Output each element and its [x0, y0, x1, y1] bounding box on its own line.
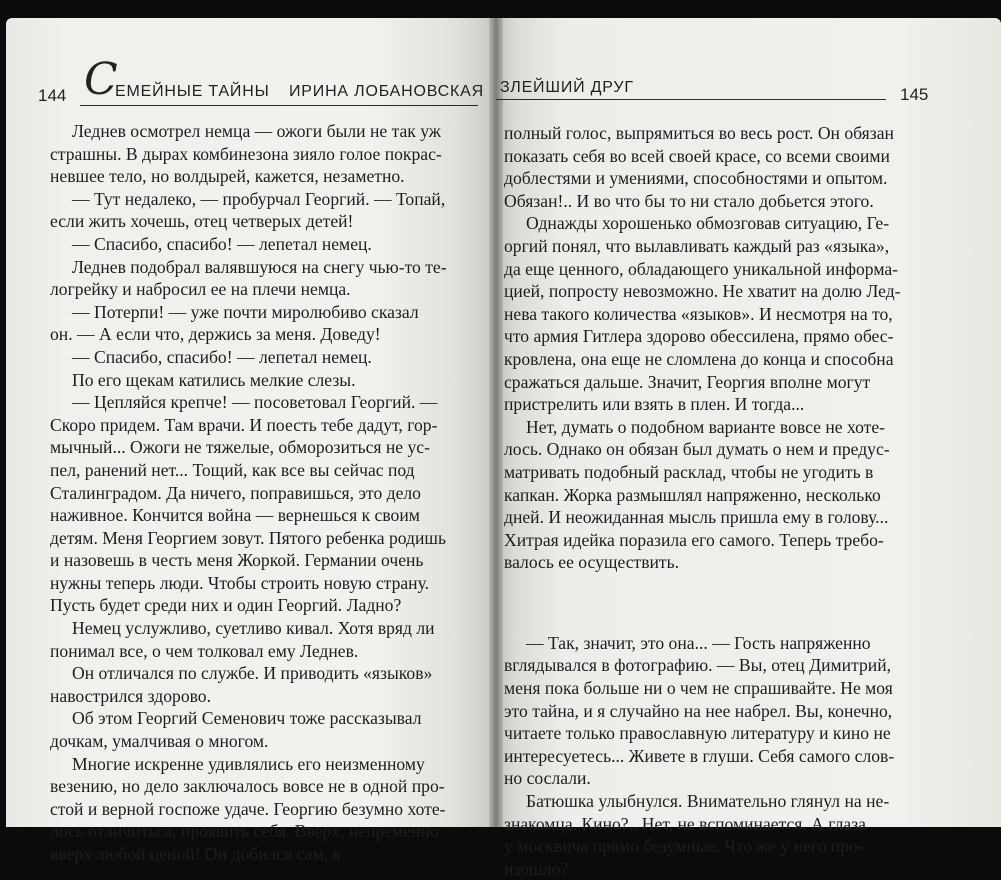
text-line: — Цепляйся крепче! — посоветовал Георгий. —	[72, 392, 438, 413]
text-line: логрейку и набросил ее на плечи немца.	[50, 279, 351, 300]
text-line: дней. И неожиданная мысль пришла ему в голову...	[504, 507, 889, 528]
text-line: навострился здорово.	[50, 685, 212, 706]
text-line: что армия Гитлера здорово обессилена, прямо обес-	[504, 326, 894, 347]
text-line: — Спасибо, спасибо! — лепетал немец.	[72, 346, 372, 367]
text-line: Обязан!.. И во что бы то ни стало добьется этого.	[504, 190, 874, 211]
text-line: читаете только православную литературу и кино не	[504, 723, 891, 744]
left-header-rule	[80, 105, 478, 106]
text-line: если жить хочешь, отец четверых детей!	[50, 211, 354, 232]
text-line: Об этом Георгий Семенович тоже рассказывал	[72, 708, 422, 729]
text-line: вглядывался в фотографию. — Вы, отец Димитрий,	[504, 655, 892, 676]
text-line: детям. Меня Георгием зовут. Пятого ребенка родишь	[50, 527, 446, 548]
text-line: дочкам, умалчивая о многом.	[50, 731, 269, 752]
chapter-title: ЗЛЕЙШИЙ ДРУГ	[500, 79, 634, 96]
text-line: наживное. Кончится война — вернешься к своим	[50, 505, 420, 526]
text-line: показать себя во всей своей красе, со всеми своими	[504, 145, 890, 166]
text-line: пристрелить или взять в плен. И тогда...	[504, 394, 805, 415]
text-line: Батюшка улыбнулся. Внимательно глянул на не-	[526, 791, 890, 812]
text-line: Хитрая идейка поразила его самого. Теперь требо-	[504, 529, 884, 550]
text-line: изошло?	[504, 858, 568, 879]
text-line: понимал все, о чем толковал ему Леднев.	[50, 640, 359, 661]
text-line: нужны теперь люди. Чтобы строить новую страну.	[50, 572, 430, 593]
text-line: Однажды хорошенько обмозговав ситуацию, Ге-	[526, 213, 890, 234]
text-line: везению, но дело заключалось вовсе не в одной про-	[50, 776, 445, 797]
text-line: Он отличался по службе. И приводить «языков»	[72, 663, 433, 684]
text-line: у москвича прямо безумные. Что же у него про-	[504, 836, 864, 857]
text-line: но сослали.	[504, 768, 591, 789]
right-header-rule	[496, 99, 886, 100]
text-line: Немец услужливо, суетливо кивал. Хотя вряд ли	[72, 618, 435, 639]
text-line: оргий понял, что вылавливать каждый раз «языка»,	[504, 235, 890, 256]
section-break	[504, 574, 928, 632]
text-line: лось. Однако он обязан был думать о нем и предус-	[504, 439, 890, 460]
text-line: нева такого количества «языков». И несмотря на то,	[504, 303, 893, 324]
text-line: невшее тело, но волдырей, кажется, незаметно.	[50, 166, 405, 187]
text-line: матривать подобный расклад, чтобы не угодить в	[504, 461, 874, 482]
text-line: меня пока больше ни о чем не спрашивайте. Не моя	[504, 678, 893, 699]
text-line: это тайна, и я случайно на нее набрел. Вы, конечно,	[504, 700, 893, 721]
text-line: стой и верной госпоже удаче. Георгию безумно хоте-	[50, 798, 446, 819]
series-initial-letter: С	[84, 54, 118, 105]
text-line: Нет, думать о подобном варианте вовсе не хоте-	[526, 416, 885, 437]
text-line: полный голос, выпрямиться во весь рост. Он обязан	[504, 123, 894, 143]
left-page-number: 144	[38, 86, 67, 105]
text-line: доблестями и умениями, способностями и опытом.	[504, 168, 888, 189]
text-line: он. — А если что, держись за меня. Доведу!	[50, 324, 381, 345]
text-line: цией, попросту невозможно. Не хватит на долю Лед-	[504, 281, 901, 302]
text-line: валось ее осуществить.	[504, 552, 680, 573]
text-line: Пусть будет среди них и один Георгий. Ладно?	[50, 595, 402, 616]
text-line: сражаться дальше. Значит, Георгия вполне могут	[504, 371, 871, 392]
text-line: — Потерпи! — уже почти миролюбиво сказал	[72, 301, 419, 322]
right-page-number: 145	[900, 85, 929, 104]
text-line: — Тут недалеко, — пробурчал Георгий. — Топай,	[72, 188, 446, 209]
series-title: ЕМЕЙНЫЕ ТАЙНЫ	[115, 83, 270, 100]
book-gutter	[489, 18, 503, 827]
text-line: Леднев подобрал валявшуюся на снегу чью-то те-	[72, 256, 447, 277]
text-line: капкан. Жорка размышлял напряженно, несколько	[504, 484, 881, 505]
text-line: вверх любой ценой! Он добился сам, в	[50, 844, 341, 864]
text-line: и назовешь в честь меня Жоркой. Германии очень	[50, 550, 424, 571]
text-line: лось отличиться, проявить себя. Вверх, непременно	[50, 821, 439, 842]
text-line: Скоро придем. Там врачи. И поесть тебе дадут, гор-	[50, 414, 438, 435]
text-line: интересуетесь... Живете в глуши. Себя самого слов-	[504, 745, 895, 766]
author-name: ИРИНА ЛОБАНОВСКАЯ	[289, 83, 484, 100]
text-line: Многие искренне удивлялись его неизменному	[72, 753, 425, 774]
right-body-text	[504, 122, 928, 880]
text-line: — Спасибо, спасибо! — лепетал немец.	[72, 233, 372, 254]
text-line: Сталинградом. Да ничего, поправишься, это дело	[50, 482, 421, 503]
text-line: знакомца. Кино?.. Нет, не вспоминается. А глаза	[504, 813, 866, 834]
text-line: По его щекам катились мелкие слезы.	[72, 369, 356, 390]
text-line: пел, ранений нет... Тощий, как все вы сейчас под	[50, 459, 415, 480]
text-line: мычный... Ожоги не тяжелые, обморозиться не ус-	[50, 437, 430, 458]
text-line: Леднев осмотрел немца — ожоги были не так уж	[72, 121, 441, 141]
left-body-text	[50, 120, 480, 866]
text-line: кровлена, она еще не сломлена до конца и способна	[504, 348, 894, 369]
text-line: страшны. В дырах комбинезона зияло голое покрас-	[50, 143, 442, 164]
text-line: да еще ценного, обладающего уникальной информа-	[504, 258, 899, 279]
text-line: — Так, значит, это она... — Гость напряженно	[526, 632, 871, 653]
